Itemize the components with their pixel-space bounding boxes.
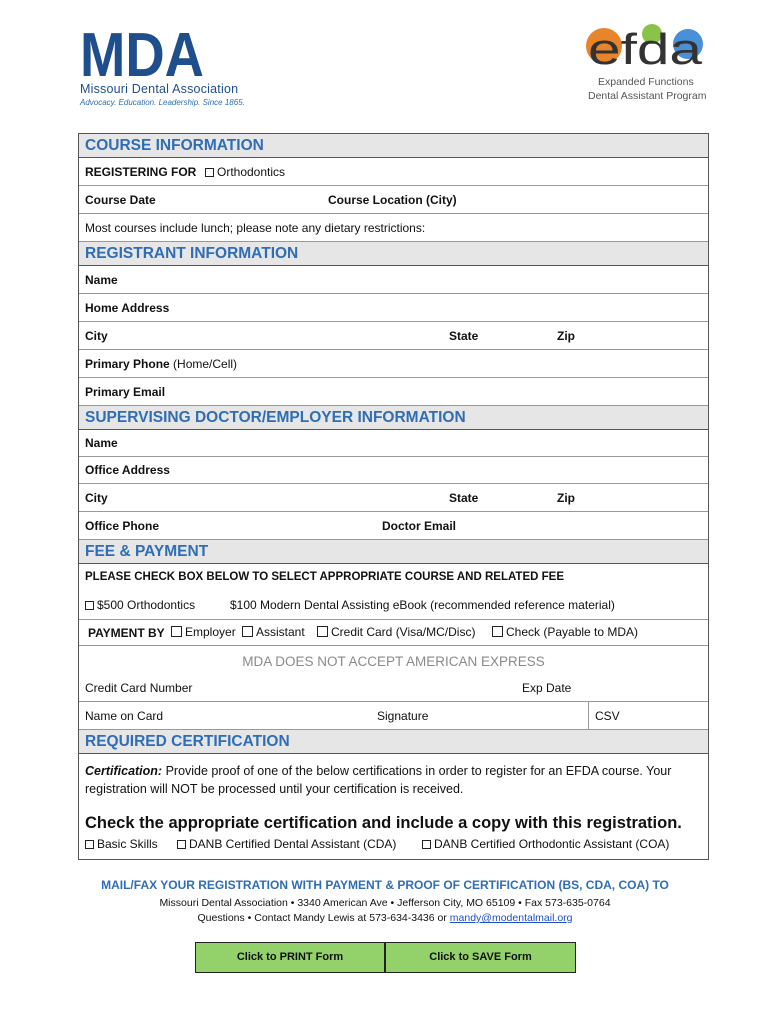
payment-by-label: PAYMENT BY	[88, 626, 165, 640]
pay-check-checkbox[interactable]	[492, 626, 503, 637]
registering-for-row	[79, 158, 708, 186]
certification-section-header	[79, 730, 708, 754]
supervising-zip-label: Zip	[557, 491, 575, 505]
questions-contact	[0, 912, 770, 924]
efda-logo-mark	[582, 14, 706, 76]
amex-note-row	[79, 646, 708, 674]
orthodontics-checkbox[interactable]	[205, 168, 214, 177]
orthodontics-option-label: Orthodontics	[217, 165, 286, 179]
coa-label: DANB Certified Orthodontic Assistant (COA)	[434, 837, 670, 851]
certification-description: Provide proof of one of the below certifications in order to register for an EFDA course. Your registration will NOT be processed until your certification is received.	[85, 764, 672, 796]
supervising-name-row[interactable]	[79, 430, 708, 457]
office-address-label: Office Address	[85, 463, 170, 477]
primary-email-label: Primary Email	[85, 385, 166, 399]
fee-section-title: FEE & PAYMENT	[85, 543, 209, 560]
pay-assistant-option[interactable]	[242, 625, 305, 639]
fee-instruction: PLEASE CHECK BOX BELOW TO SELECT APPROPRIATE COURSE AND RELATED FEE	[85, 571, 564, 583]
orthodontics-option[interactable]	[205, 165, 285, 179]
mda-letters-text: MDA	[80, 26, 204, 78]
course-location-label: Course Location (City)	[328, 193, 457, 207]
fee-option[interactable]	[85, 598, 195, 612]
contact-email-link[interactable]: mandy@modentalmail.org	[449, 912, 573, 924]
print-form-button[interactable]: Click to PRINT Form	[195, 942, 385, 973]
mail-instruction: MAIL/FAX YOUR REGISTRATION WITH PAYMENT & PROOF OF CERTIFICATION (BS, CDA, COA) TO	[101, 878, 669, 892]
registrant-city-row[interactable]	[79, 322, 708, 350]
amex-note: MDA DOES NOT ACCEPT AMERICAN EXPRESS	[242, 654, 545, 669]
home-address-label: Home Address	[85, 301, 170, 315]
course-date-label: Course Date	[85, 193, 156, 207]
registrant-zip-label: Zip	[557, 329, 575, 343]
efda-letters-text: efda	[588, 25, 703, 74]
registrant-city-label: City	[85, 329, 108, 343]
registration-form	[78, 133, 709, 860]
mda-logo-mark	[80, 26, 204, 78]
name-on-card-label: Name on Card	[85, 709, 164, 723]
csv-label: CSV	[595, 709, 620, 723]
questions-prefix: Questions • Contact Mandy Lewis at 573-634-3436 or	[197, 912, 450, 924]
primary-phone-row[interactable]	[79, 350, 708, 378]
cda-checkbox[interactable]	[177, 840, 186, 849]
course-section-title: COURSE INFORMATION	[85, 137, 264, 154]
supervising-city-row[interactable]	[79, 484, 708, 512]
csv-divider	[588, 702, 589, 730]
registrant-name-label: Name	[85, 273, 118, 287]
supervising-name-label: Name	[85, 436, 118, 450]
fee-option-label: $500 Orthodontics	[97, 598, 196, 612]
primary-phone-label-bold: Primary Phone	[85, 357, 170, 371]
basic-skills-checkbox[interactable]	[85, 840, 94, 849]
supervising-city-label: City	[85, 491, 108, 505]
fee-option-checkbox[interactable]	[85, 601, 94, 610]
primary-phone-label	[85, 357, 237, 371]
signature-label: Signature	[377, 709, 429, 723]
exp-date-label: Exp Date	[522, 681, 572, 695]
pay-check-option[interactable]	[492, 625, 638, 639]
pay-assistant-checkbox[interactable]	[242, 626, 253, 637]
registrant-section-title: REGISTRANT INFORMATION	[85, 245, 299, 262]
efda-logo	[582, 14, 712, 106]
office-phone-label: Office Phone	[85, 519, 160, 533]
card-number-label: Credit Card Number	[85, 681, 193, 695]
mda-logo	[80, 26, 250, 110]
course-date-row	[79, 186, 708, 214]
fee-instruction-row	[79, 564, 708, 592]
registrant-name-row[interactable]	[79, 266, 708, 294]
pay-assistant-label: Assistant	[256, 625, 305, 639]
card-number-row[interactable]	[79, 674, 708, 702]
save-form-button[interactable]: Click to SAVE Form	[385, 942, 576, 973]
certification-text	[85, 762, 700, 798]
pay-employer-checkbox[interactable]	[171, 626, 182, 637]
lunch-note-row[interactable]	[79, 214, 708, 242]
coa-checkbox[interactable]	[422, 840, 431, 849]
mda-tagline: Advocacy. Education. Leadership. Since 1865.	[80, 98, 245, 107]
pay-employer-option[interactable]	[171, 625, 236, 639]
pay-card-label: Credit Card (Visa/MC/Disc)	[331, 625, 476, 639]
lunch-note: Most courses include lunch; please note any dietary restrictions:	[85, 221, 426, 235]
payment-by-row	[79, 619, 708, 646]
pay-check-label: Check (Payable to MDA)	[506, 625, 639, 639]
certification-label: Certification:	[85, 764, 163, 778]
pay-card-option[interactable]	[317, 625, 475, 639]
home-address-row[interactable]	[79, 294, 708, 322]
cda-option[interactable]	[177, 837, 396, 851]
basic-skills-option[interactable]	[85, 837, 158, 851]
registrant-section-header	[79, 242, 708, 266]
name-on-card-row[interactable]	[79, 702, 708, 730]
doctor-email-label: Doctor Email	[382, 519, 457, 533]
course-section-header	[79, 134, 708, 158]
supervising-section-title: SUPERVISING DOCTOR/EMPLOYER INFORMATION	[85, 409, 466, 426]
registering-for-label: REGISTERING FOR	[85, 165, 197, 179]
mda-full-name: Missouri Dental Association	[80, 82, 239, 96]
mda-address: Missouri Dental Association • 3340 American Ave • Jefferson City, MO 65109 • Fax 573-635-0764	[159, 897, 611, 909]
office-phone-row[interactable]	[79, 512, 708, 540]
coa-option[interactable]	[422, 837, 669, 851]
primary-phone-hint: (Home/Cell)	[169, 357, 238, 371]
office-address-row[interactable]	[79, 457, 708, 484]
certification-body	[79, 754, 708, 859]
fee-section-header	[79, 540, 708, 564]
primary-email-row[interactable]	[79, 378, 708, 406]
efda-subtitle-2: Dental Assistant Program	[588, 90, 707, 102]
supervising-section-header	[79, 406, 708, 430]
ebook-option-label: $100 Modern Dental Assisting eBook (recommended reference material)	[230, 598, 615, 612]
cda-label: DANB Certified Dental Assistant (CDA)	[189, 837, 397, 851]
fee-options-row	[79, 592, 708, 619]
pay-employer-label: Employer	[185, 625, 236, 639]
efda-subtitle-1: Expanded Functions	[598, 76, 694, 88]
certification-check-instruction: Check the appropriate certification and include a copy with this registration.	[85, 814, 682, 832]
basic-skills-label: Basic Skills	[97, 837, 158, 851]
supervising-state-label: State	[449, 491, 479, 505]
pay-card-checkbox[interactable]	[317, 626, 328, 637]
registrant-state-label: State	[449, 329, 479, 343]
certification-section-title: REQUIRED CERTIFICATION	[85, 733, 290, 750]
